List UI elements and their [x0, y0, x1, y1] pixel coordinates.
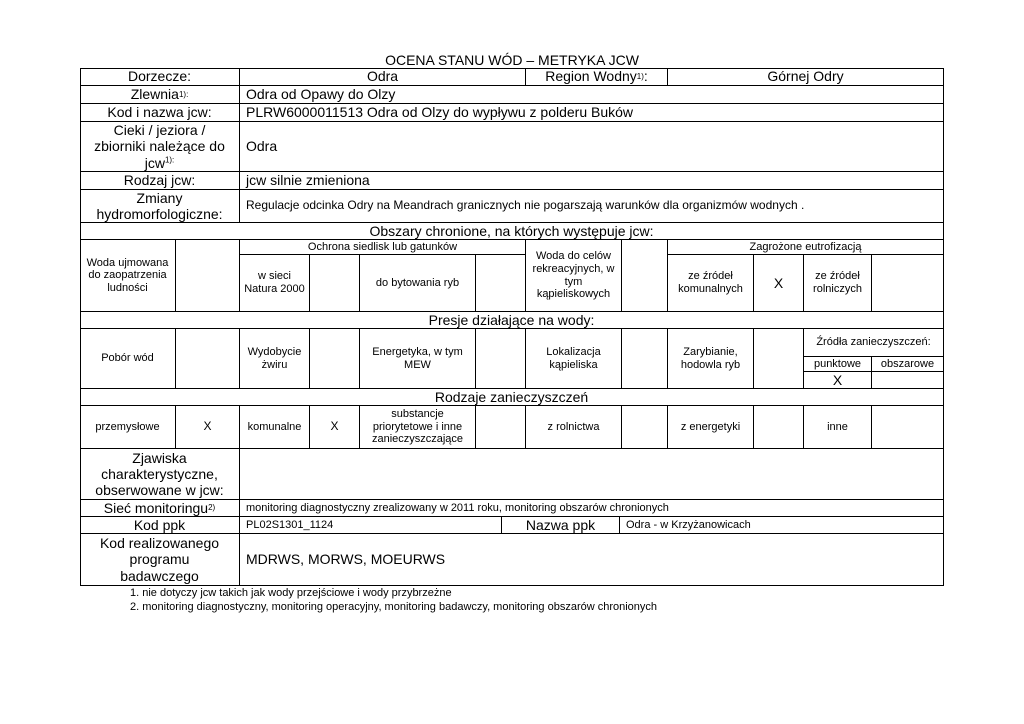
kod-jcw-label: Kod i nazwa jcw:	[80, 104, 240, 122]
inne-label: inne	[804, 406, 872, 449]
pobor-wod-label: Pobór wód	[80, 329, 176, 389]
zlewnia-label-text: Zlewnia	[130, 86, 179, 103]
dorzecze-value: Odra	[240, 68, 526, 86]
punktowe-label: punktowe	[804, 357, 872, 372]
komunalne-mark: X	[310, 406, 360, 449]
dorzecze-label: Dorzecze:	[80, 68, 240, 86]
cieki-label-line2: zbiorniki należące do	[94, 138, 225, 155]
woda-ujmowana-label: Woda ujmowana do zaopatrzenia ludności	[80, 240, 176, 312]
zarybianie-value	[754, 329, 804, 389]
substancje-value	[476, 406, 526, 449]
kod-jcw-value: PLRW6000011513 Odra od Olzy do wypływu z polderu Buków	[240, 104, 944, 122]
cieki-label-jcw: jcw	[144, 154, 165, 171]
kapieliska-label: Lokalizacja kąpieliska	[526, 329, 622, 389]
natura-2000-label: w sieci Natura 2000	[240, 255, 310, 312]
footnote-ref: 1):	[164, 154, 175, 164]
rolnictwa-label: z rolnictwa	[526, 406, 622, 449]
siec-value: monitoring diagnostyczny zrealizowany w 2011 roku, monitoring obszarów chronionych	[240, 500, 944, 517]
nazwa-ppk-label: Nazwa ppk	[502, 517, 620, 534]
zmiany-label-line1: Zmiany	[136, 190, 183, 206]
woda-ujmowana-value	[176, 240, 240, 312]
zmiany-value: Regulacje odcinka Odry na Meandrach granicznych nie pogarszają warunków dla organizmów wodnych .	[240, 190, 944, 223]
footnote-1: 1. nie dotyczy jcw takich jak wody przejściowe i wody przybrzeżne	[130, 587, 452, 599]
zmiany-label	[80, 190, 240, 223]
ochrona-siedlisk-header: Ochrona siedlisk lub gatunków	[240, 240, 526, 255]
energetyka-value	[476, 329, 526, 389]
obszarowe-label: obszarowe	[872, 357, 944, 372]
rekreacja-label: Woda do celów rekreacyjnych, w tym kąpieliskowych	[526, 240, 622, 312]
rodzaj-label: Rodzaj jcw:	[80, 172, 240, 190]
cieki-value: Odra	[240, 122, 944, 172]
wydobycie-value	[310, 329, 360, 389]
presje-header: Presje działające na wody:	[80, 312, 944, 329]
zlewnia-label: Zlewnia 1):	[80, 86, 240, 104]
zjawiska-value	[240, 449, 944, 500]
footnote-2: 2. monitoring diagnostyczny, monitoring operacyjny, monitoring badawczy, monitoring obszarów chronionych	[130, 601, 658, 613]
energetyki-label: z energetyki	[668, 406, 754, 449]
obszarowe-value	[872, 372, 944, 389]
rolnicze-value	[872, 255, 944, 312]
rodzaj-value: jcw silnie zmieniona	[240, 172, 944, 190]
energetyki-value	[754, 406, 804, 449]
punktowe-mark: X	[804, 372, 872, 389]
kod-ppk-value: PL02S1301_1124	[240, 517, 502, 534]
zlewnia-value: Odra od Opawy do Olzy	[240, 86, 944, 104]
przemyslowe-label: przemysłowe	[80, 406, 176, 449]
region-label-text: Region Wodny	[545, 68, 637, 85]
zjawiska-label: Zjawiska charakterystyczne, obserwowane w jcw:	[80, 449, 240, 500]
colon: :	[643, 68, 648, 85]
cieki-label	[80, 122, 240, 172]
komunalne-label: ze źródeł komunalnych	[668, 255, 754, 312]
pobor-wod-value	[176, 329, 240, 389]
komunalne-label: komunalne	[240, 406, 310, 449]
kapieliska-value	[622, 329, 668, 389]
nazwa-ppk-value: Odra - w Krzyżanowicach	[620, 517, 944, 534]
substancje-label: substancje priorytetowe i inne zanieczyszczające	[360, 406, 476, 449]
program-value: MDRWS, MORWS, MOEURWS	[240, 534, 944, 586]
komunalne-mark: X	[754, 255, 804, 312]
page-title: OCENA STANU WÓD – METRYKA JCW	[385, 52, 639, 68]
kod-ppk-label: Kod ppk	[80, 517, 240, 534]
siec-label-text: Sieć monitoringu	[103, 500, 209, 516]
rolnictwa-value	[622, 406, 668, 449]
obszary-header: Obszary chronione, na których występuje jcw:	[80, 223, 944, 240]
bytowanie-ryb-label: do bytowania ryb	[360, 255, 476, 312]
natura-2000-value	[310, 255, 360, 312]
zmiany-label-line2: hydromorfologiczne:	[96, 206, 223, 222]
zrodla-header: Źródła zanieczyszczeń:	[804, 329, 944, 357]
rolnicze-label: ze źródeł rolniczych	[804, 255, 872, 312]
region-label: Region Wodny 1) :	[526, 68, 668, 86]
siec-label: Sieć monitoringu 2)	[80, 500, 240, 517]
cieki-label-line3	[145, 155, 175, 171]
eutrofizacja-header: Zagrożone eutrofizacją	[668, 240, 944, 255]
program-label: Kod realizowanego programu badawczego	[80, 534, 240, 586]
inne-value	[872, 406, 944, 449]
energetyka-label: Energetyka, w tym MEW	[360, 329, 476, 389]
bytowanie-ryb-value	[476, 255, 526, 312]
cieki-label-line1: Cieki / jeziora /	[113, 122, 206, 139]
przemyslowe-mark: X	[176, 406, 240, 449]
rekreacja-value	[622, 240, 668, 312]
rodzaje-header: Rodzaje zanieczyszczeń	[80, 389, 944, 406]
region-value: Górnej Odry	[668, 68, 944, 86]
zarybianie-label: Zarybianie, hodowla ryb	[668, 329, 754, 389]
wydobycie-label: Wydobycie żwiru	[240, 329, 310, 389]
